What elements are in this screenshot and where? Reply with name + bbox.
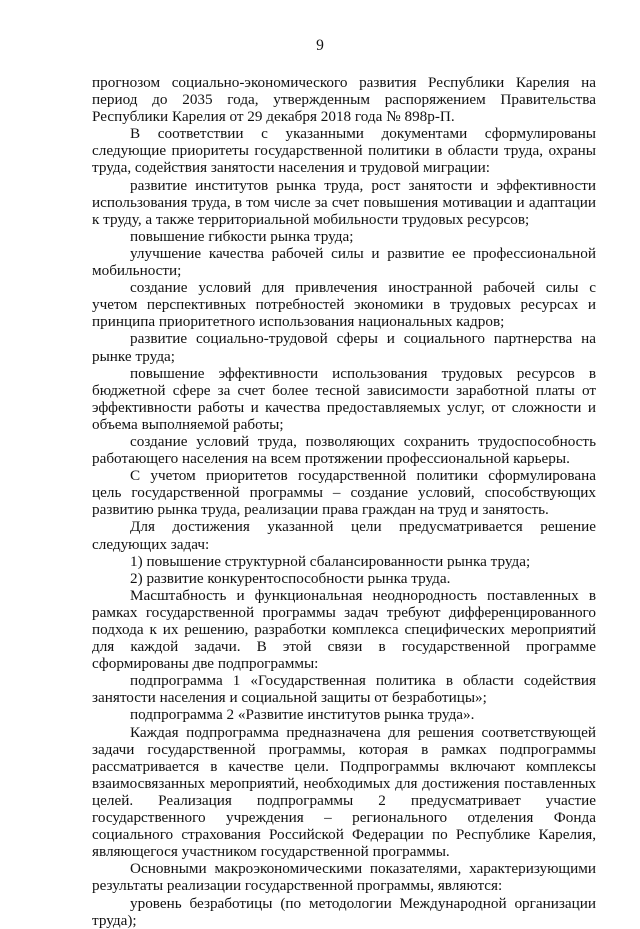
page-number: 9 (316, 37, 324, 54)
paragraph: создание условий для привлечения иностранной рабочей силы с учетом перспективных потребностей экономики в трудовых ресурсах и принципа приоритетного использования национальных кадров; (92, 279, 596, 331)
paragraph: улучшение качества рабочей силы и развитие ее профессиональной мобильности; (92, 244, 596, 280)
paragraph: повышение гибкости рынка труда; (130, 227, 354, 245)
paragraph: подпрограмма 1 «Государственная политика в области содействия занятости населения и социальной защиты от безработицы»; (92, 672, 596, 707)
document-body (92, 74, 596, 929)
paragraph: 1) повышение структурной сбалансированности рынка труда; (130, 552, 531, 570)
paragraph: развитие институтов рынка труда, рост занятости и эффективности использования труда, в том числе за счет повышения мотивации и адаптации к труду, а также территориальной мобильности трудовых ресурсов; (92, 176, 596, 228)
paragraph: Масштабность и функциональная неоднородность поставленных в рамках государственной программы задач требуют дифференцированного подхода к их решению, разработки комплекса специфических мероприятий для каждой задачи. В этой связи в государственной программе сформированы две подпрограммы: (92, 586, 596, 673)
paragraph: развитие социально-трудовой сферы и социального партнерства на рынке труда; (92, 330, 596, 365)
paragraph: С учетом приоритетов государственной политики сформулирована цель государственной программы – создание условий, способствующих развитию рынка труда, реализации права граждан на труд и занятость. (92, 467, 596, 519)
paragraph: подпрограмма 2 «Развитие институтов рынка труда». (130, 706, 475, 724)
paragraph: В соответствии с указанными документами сформулированы следующие приоритеты государственной политики в области труда, охраны труда, содействия занятости населения и трудовой миграции: (92, 125, 596, 177)
paragraph: повышение эффективности использования трудовых ресурсов в бюджетной сфере за счет более тесной зависимости заработной платы от эффективности работы и качества предоставляемых услуг, от сложности и объема выполняемой работы; (92, 364, 596, 433)
paragraph: 2) развитие конкурентоспособности рынка труда. (130, 569, 451, 587)
paragraph: уровень безработицы (по методологии Международной организации труда); (92, 894, 596, 929)
paragraph: Основными макроэкономическими показателями, характеризующими результаты реализации государственной программы, являются: (92, 860, 596, 895)
paragraph: прогнозом социально-экономического развития Республики Карелия на период до 2035 года, утвержденным распоряжением Правительства Республики Карелия от 29 декабря 2018 года № 898р-П. (92, 74, 596, 126)
paragraph: Каждая подпрограмма предназначена для решения соответствующей задачи государственной программы, которая в рамках подпрограммы рассматривается в качестве цели. Подпрограммы включают комплексы взаимосвязанных мероприятий, необходимых для достижения поставленных целей. Реализация подпрограммы 2 предусматривает участие государственного учреждения – регионального отделения Фонда социального страхования Российской Федерации по Республике Карелия, являющегося участником государственной программы. (92, 723, 596, 861)
paragraph: Для достижения указанной цели предусматривается решение следующих задач: (92, 518, 596, 553)
paragraph: создание условий труда, позволяющих сохранить трудоспособность работающего населения на всем протяжении профессиональной карьеры. (92, 432, 596, 468)
